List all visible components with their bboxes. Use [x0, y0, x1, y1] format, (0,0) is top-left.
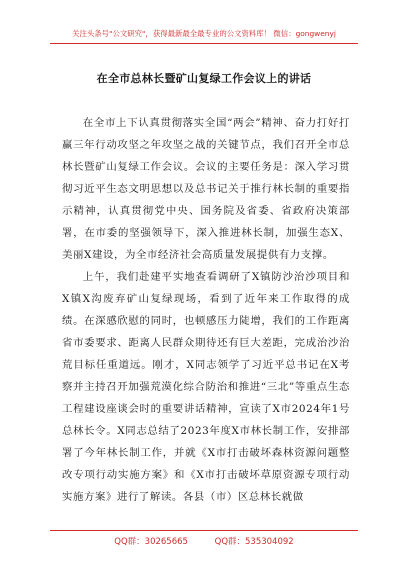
footer-qq-group-1: QQ群：30265665 — [114, 537, 188, 547]
header-divider — [50, 43, 358, 44]
document-body — [62, 112, 350, 508]
document-title: 在全市总林长暨矿山复绿工作会议上的讲话 — [96, 72, 312, 85]
body-paragraph-2: 上午，我们赴建平实地查看调研了X镇防沙治沙项目和X镇X沟废弃矿山复绿现场，看到了近年来工作取得的成绩。在深感欣慰的同时，也顿感压力陡增，我们的工作距离省市委要求、距离人民群众期待还有巨大差距，完成治沙治荒目标任重道远。刚才，X同志领学了习近平总书记在X考察并主持召开加强荒漠化综合防治和推进“三北”等重点生态工程建设座谈会时的重要讲话精神，宣读了X市2024年1号总林长令。X同志总结了2023年度X市林长制工作，安排部署了今年林长制工作，并就《X市打击破坏森林资源问题整改专项行动实施方案》和《X市打击破坏草原资源专项行动实施方案》进行了解读。各县（市）区总林长就做 — [62, 271, 350, 503]
footer-qq-group-2: QQ群：535304092 — [214, 537, 294, 547]
footer-divider — [50, 530, 358, 531]
header-banner: 关注头条号"公文研究"，获得最新最全最专业的公文资料库！ 微信：gongwenyj — [72, 29, 336, 38]
footer-contacts — [0, 535, 408, 547]
body-paragraph-1: 在全市上下认真贯彻落实全国“两会”精神、奋力打好打赢三年行动攻坚之年攻坚之战的关键节点，我们召开全市总林长暨矿山复绿工作会议。会议的主要任务是：深入学习贯彻习近平生态文明思想以及总书记关于推行林长制的重要指示精神，认真贯彻党中央、国务院及省委、省政府决策部署，在市委的坚强领导下，深入推进林长制，加强生态X、美丽X建设，为全市经济社会高质量发展提供有力支撑。 — [62, 117, 350, 261]
